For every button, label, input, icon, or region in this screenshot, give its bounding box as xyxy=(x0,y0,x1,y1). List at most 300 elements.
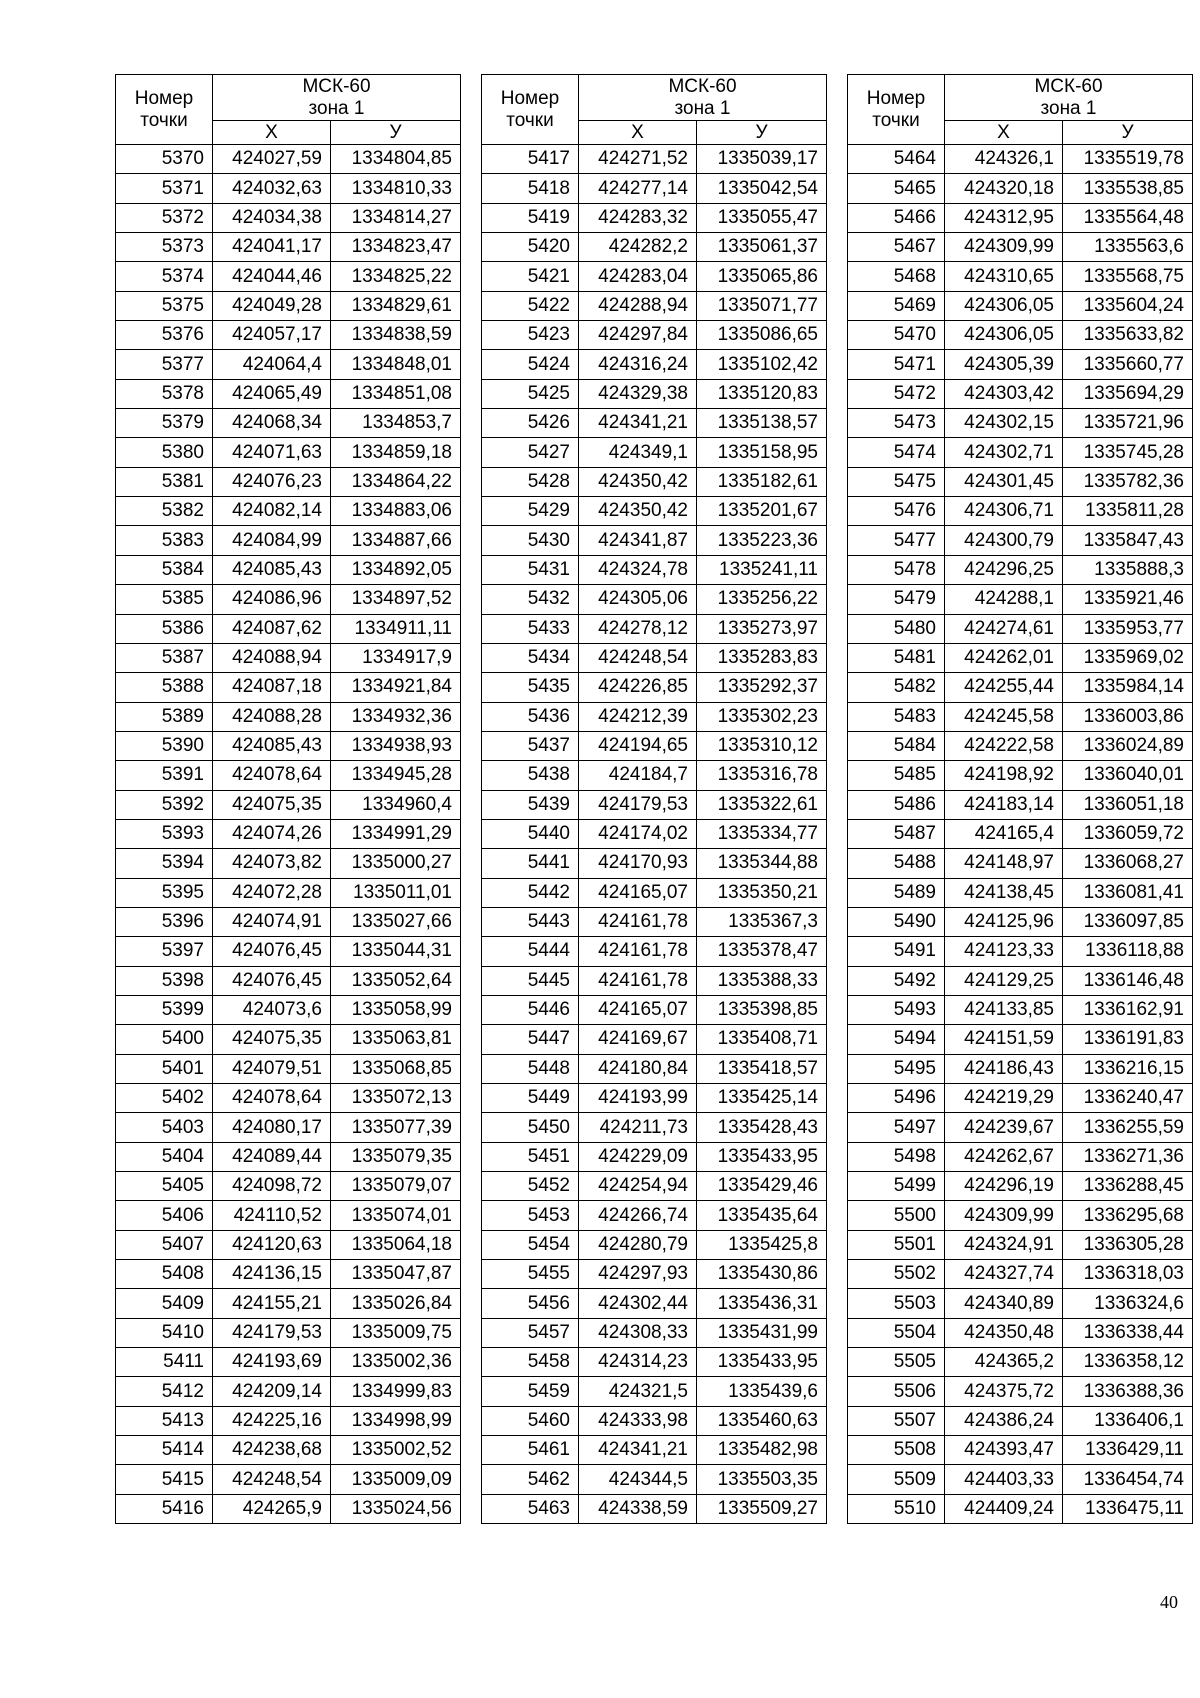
x-coordinate-cell: 424222,58 xyxy=(945,731,1063,760)
x-coordinate-cell: 424409,24 xyxy=(945,1494,1063,1523)
x-coordinate-cell: 424098,72 xyxy=(213,1172,331,1201)
point-number-cell: 5501 xyxy=(848,1230,945,1259)
point-number-cell: 5447 xyxy=(482,1025,579,1054)
y-coordinate-cell: 1335435,64 xyxy=(697,1201,827,1230)
table-row xyxy=(848,497,1193,526)
x-coordinate-cell: 424226,85 xyxy=(579,673,697,702)
table-row xyxy=(116,145,461,174)
point-number-cell: 5503 xyxy=(848,1289,945,1318)
point-number-cell: 5494 xyxy=(848,1025,945,1054)
table-row xyxy=(482,614,827,643)
x-coordinate-cell: 424165,07 xyxy=(579,878,697,907)
point-number-cell: 5374 xyxy=(116,262,213,291)
table-row xyxy=(848,995,1193,1024)
point-number-cell: 5485 xyxy=(848,761,945,790)
table-row xyxy=(482,1406,827,1435)
table-row xyxy=(116,1260,461,1289)
y-coordinate-cell: 1335503,35 xyxy=(697,1465,827,1494)
zone-label: зона 1 xyxy=(674,97,731,119)
y-coordinate-cell: 1335241,11 xyxy=(697,555,827,584)
point-number-cell: 5394 xyxy=(116,849,213,878)
table-row xyxy=(482,585,827,614)
y-coordinate-cell: 1336271,36 xyxy=(1063,1142,1193,1171)
x-coordinate-cell: 424326,1 xyxy=(945,145,1063,174)
x-coordinate-cell: 424161,78 xyxy=(579,937,697,966)
x-coordinate-cell: 424274,61 xyxy=(945,614,1063,643)
point-number-cell: 5439 xyxy=(482,790,579,819)
point-number-cell: 5490 xyxy=(848,907,945,936)
y-coordinate-cell: 1334938,93 xyxy=(331,731,461,760)
table-row xyxy=(482,643,827,672)
table-row xyxy=(848,1348,1193,1377)
x-coordinate-cell: 424169,67 xyxy=(579,1025,697,1054)
table-row xyxy=(116,438,461,467)
y-coordinate-cell: 1335011,01 xyxy=(331,878,461,907)
point-number-cell: 5412 xyxy=(116,1377,213,1406)
x-coordinate-cell: 424300,79 xyxy=(945,526,1063,555)
y-coordinate-cell: 1335024,56 xyxy=(331,1494,461,1523)
point-number-cell: 5426 xyxy=(482,409,579,438)
table-row xyxy=(848,702,1193,731)
y-coordinate-cell: 1335694,29 xyxy=(1063,379,1193,408)
y-coordinate-cell: 1335158,95 xyxy=(697,438,827,467)
table-row xyxy=(848,673,1193,702)
x-coordinate-cell: 424078,64 xyxy=(213,1084,331,1113)
table-row xyxy=(482,1084,827,1113)
y-coordinate-cell: 1335460,63 xyxy=(697,1406,827,1435)
x-coordinate-cell: 424133,85 xyxy=(945,995,1063,1024)
x-coordinate-cell: 424194,65 xyxy=(579,731,697,760)
y-coordinate-cell: 1335433,95 xyxy=(697,1142,827,1171)
y-coordinate-cell: 1335563,6 xyxy=(1063,233,1193,262)
x-coordinate-cell: 424138,45 xyxy=(945,878,1063,907)
table-row xyxy=(848,1406,1193,1435)
y-coordinate-cell: 1336429,11 xyxy=(1063,1436,1193,1465)
point-number-cell: 5471 xyxy=(848,350,945,379)
y-coordinate-cell: 1335921,46 xyxy=(1063,585,1193,614)
x-coordinate-cell: 424179,53 xyxy=(213,1318,331,1347)
point-number-cell: 5484 xyxy=(848,731,945,760)
point-number-cell: 5446 xyxy=(482,995,579,1024)
table-row xyxy=(482,1230,827,1259)
x-coordinate-cell: 424049,28 xyxy=(213,291,331,320)
x-coordinate-cell: 424333,98 xyxy=(579,1406,697,1435)
point-number-cell: 5387 xyxy=(116,643,213,672)
point-number-cell: 5411 xyxy=(116,1348,213,1377)
point-number-cell: 5392 xyxy=(116,790,213,819)
table-row xyxy=(848,1084,1193,1113)
y-coordinate-cell: 1334917,9 xyxy=(331,643,461,672)
point-number-cell: 5459 xyxy=(482,1377,579,1406)
y-coordinate-cell: 1334859,18 xyxy=(331,438,461,467)
y-coordinate-cell: 1335042,54 xyxy=(697,174,827,203)
table-row xyxy=(848,731,1193,760)
table-row xyxy=(848,819,1193,848)
table-row xyxy=(848,1318,1193,1347)
x-coordinate-cell: 424034,38 xyxy=(213,203,331,232)
table-row xyxy=(482,1260,827,1289)
table-row xyxy=(116,321,461,350)
table-row xyxy=(116,409,461,438)
point-number-cell: 5373 xyxy=(116,233,213,262)
x-coordinate-cell: 424184,7 xyxy=(579,761,697,790)
table-row xyxy=(116,790,461,819)
table-row xyxy=(482,995,827,1024)
y-coordinate-cell: 1335055,47 xyxy=(697,203,827,232)
x-coordinate-cell: 424076,45 xyxy=(213,966,331,995)
y-coordinate-cell: 1335061,37 xyxy=(697,233,827,262)
table-row xyxy=(482,966,827,995)
system-label: МСК-60 xyxy=(668,75,737,97)
x-coordinate-cell: 424302,44 xyxy=(579,1289,697,1318)
y-coordinate-cell: 1335439,6 xyxy=(697,1377,827,1406)
x-coordinate-cell: 424125,96 xyxy=(945,907,1063,936)
x-coordinate-cell: 424262,67 xyxy=(945,1142,1063,1171)
x-coordinate-cell: 424327,74 xyxy=(945,1260,1063,1289)
table-row xyxy=(116,643,461,672)
point-number-cell: 5478 xyxy=(848,555,945,584)
x-coordinate-cell: 424341,87 xyxy=(579,526,697,555)
x-coordinate-cell: 424068,34 xyxy=(213,409,331,438)
point-number-cell: 5423 xyxy=(482,321,579,350)
y-coordinate-cell: 1334887,66 xyxy=(331,526,461,555)
y-coordinate-cell: 1335847,43 xyxy=(1063,526,1193,555)
x-coordinate-cell: 424282,2 xyxy=(579,233,697,262)
table-row xyxy=(848,1054,1193,1083)
x-coordinate-cell: 424302,15 xyxy=(945,409,1063,438)
point-number-cell: 5443 xyxy=(482,907,579,936)
table-row xyxy=(116,291,461,320)
x-coordinate-cell: 424341,21 xyxy=(579,1436,697,1465)
table-row xyxy=(482,790,827,819)
y-coordinate-cell: 1334814,27 xyxy=(331,203,461,232)
y-coordinate-cell: 1335064,18 xyxy=(331,1230,461,1259)
y-coordinate-cell: 1335425,8 xyxy=(697,1230,827,1259)
y-coordinate-cell: 1335984,14 xyxy=(1063,673,1193,702)
table-row xyxy=(848,233,1193,262)
table-row xyxy=(116,614,461,643)
x-coordinate-cell: 424297,84 xyxy=(579,321,697,350)
y-coordinate-cell: 1335292,37 xyxy=(697,673,827,702)
x-coordinate-cell: 424074,26 xyxy=(213,819,331,848)
y-coordinate-cell: 1335568,75 xyxy=(1063,262,1193,291)
point-number-cell: 5474 xyxy=(848,438,945,467)
point-number-cell: 5414 xyxy=(116,1436,213,1465)
y-coordinate-cell: 1336040,01 xyxy=(1063,761,1193,790)
table-row xyxy=(848,761,1193,790)
y-header: У xyxy=(331,121,461,145)
y-coordinate-cell: 1336406,1 xyxy=(1063,1406,1193,1435)
y-coordinate-cell: 1334999,83 xyxy=(331,1377,461,1406)
x-coordinate-cell: 424266,74 xyxy=(579,1201,697,1230)
table-row xyxy=(116,233,461,262)
table-row xyxy=(116,497,461,526)
y-coordinate-cell: 1335063,81 xyxy=(331,1025,461,1054)
point-number-cell: 5407 xyxy=(116,1230,213,1259)
x-coordinate-cell: 424403,33 xyxy=(945,1465,1063,1494)
y-coordinate-cell: 1335283,83 xyxy=(697,643,827,672)
point-number-cell: 5437 xyxy=(482,731,579,760)
table-row xyxy=(116,1025,461,1054)
table-row xyxy=(482,1436,827,1465)
y-coordinate-cell: 1335660,77 xyxy=(1063,350,1193,379)
table-row xyxy=(848,937,1193,966)
table-row xyxy=(482,291,827,320)
x-coordinate-cell: 424305,39 xyxy=(945,350,1063,379)
table-row xyxy=(848,262,1193,291)
y-coordinate-cell: 1334829,61 xyxy=(331,291,461,320)
point-number-cell: 5433 xyxy=(482,614,579,643)
table-row xyxy=(482,174,827,203)
point-number-cell: 5409 xyxy=(116,1289,213,1318)
point-number-cell: 5442 xyxy=(482,878,579,907)
y-coordinate-cell: 1335378,47 xyxy=(697,937,827,966)
point-number-cell: 5493 xyxy=(848,995,945,1024)
x-coordinate-cell: 424073,82 xyxy=(213,849,331,878)
y-coordinate-cell: 1335026,84 xyxy=(331,1289,461,1318)
y-coordinate-cell: 1335065,86 xyxy=(697,262,827,291)
table-row xyxy=(116,350,461,379)
x-coordinate-cell: 424165,4 xyxy=(945,819,1063,848)
x-coordinate-cell: 424239,67 xyxy=(945,1113,1063,1142)
table-body xyxy=(482,145,827,1524)
x-coordinate-cell: 424254,94 xyxy=(579,1172,697,1201)
x-coordinate-cell: 424393,47 xyxy=(945,1436,1063,1465)
table-row xyxy=(848,1436,1193,1465)
x-coordinate-cell: 424087,62 xyxy=(213,614,331,643)
table-row xyxy=(482,497,827,526)
y-coordinate-cell: 1335201,67 xyxy=(697,497,827,526)
point-number-header: Номер точки xyxy=(482,75,579,145)
table-row xyxy=(482,145,827,174)
y-coordinate-cell: 1334892,05 xyxy=(331,555,461,584)
y-coordinate-cell: 1335408,71 xyxy=(697,1025,827,1054)
table-row xyxy=(116,1318,461,1347)
table-row xyxy=(848,1494,1193,1523)
point-number-cell: 5422 xyxy=(482,291,579,320)
coordinate-system-header xyxy=(945,75,1193,121)
table-row xyxy=(848,1201,1193,1230)
point-number-cell: 5410 xyxy=(116,1318,213,1347)
point-number-cell: 5492 xyxy=(848,966,945,995)
table-row xyxy=(116,379,461,408)
x-coordinate-cell: 424288,1 xyxy=(945,585,1063,614)
y-coordinate-cell: 1335431,99 xyxy=(697,1318,827,1347)
point-number-cell: 5451 xyxy=(482,1142,579,1171)
table-row xyxy=(116,1494,461,1523)
point-number-cell: 5476 xyxy=(848,497,945,526)
table-row xyxy=(116,262,461,291)
table-row xyxy=(116,1377,461,1406)
point-number-header: Номер точки xyxy=(116,75,213,145)
point-number-cell: 5499 xyxy=(848,1172,945,1201)
table-row xyxy=(482,673,827,702)
x-coordinate-cell: 424324,78 xyxy=(579,555,697,584)
table-row xyxy=(116,1230,461,1259)
table-row xyxy=(848,878,1193,907)
point-number-cell: 5498 xyxy=(848,1142,945,1171)
point-number-cell: 5441 xyxy=(482,849,579,878)
table-row xyxy=(116,1084,461,1113)
y-coordinate-cell: 1335068,85 xyxy=(331,1054,461,1083)
x-coordinate-cell: 424306,05 xyxy=(945,291,1063,320)
x-coordinate-cell: 424155,21 xyxy=(213,1289,331,1318)
x-coordinate-cell: 424297,93 xyxy=(579,1260,697,1289)
table-row xyxy=(848,555,1193,584)
table-row xyxy=(116,761,461,790)
y-coordinate-cell: 1336318,03 xyxy=(1063,1260,1193,1289)
table-row xyxy=(482,467,827,496)
point-number-cell: 5399 xyxy=(116,995,213,1024)
point-number-cell: 5395 xyxy=(116,878,213,907)
table-row xyxy=(482,1113,827,1142)
point-number-cell: 5483 xyxy=(848,702,945,731)
x-coordinate-cell: 424350,42 xyxy=(579,497,697,526)
x-header: X xyxy=(945,121,1063,145)
y-coordinate-cell: 1334991,29 xyxy=(331,819,461,848)
point-number-cell: 5496 xyxy=(848,1084,945,1113)
point-number-cell: 5393 xyxy=(116,819,213,848)
x-coordinate-cell: 424075,35 xyxy=(213,1025,331,1054)
x-coordinate-cell: 424082,14 xyxy=(213,497,331,526)
point-number-cell: 5415 xyxy=(116,1465,213,1494)
y-coordinate-cell: 1335509,27 xyxy=(697,1494,827,1523)
table-row xyxy=(848,1465,1193,1494)
point-number-cell: 5434 xyxy=(482,643,579,672)
table-row xyxy=(116,702,461,731)
point-number-cell: 5427 xyxy=(482,438,579,467)
y-coordinate-cell: 1335418,57 xyxy=(697,1054,827,1083)
table-row xyxy=(482,350,827,379)
point-number-cell: 5456 xyxy=(482,1289,579,1318)
table-row xyxy=(848,1113,1193,1142)
point-number-cell: 5380 xyxy=(116,438,213,467)
point-number-cell: 5432 xyxy=(482,585,579,614)
table-row xyxy=(116,203,461,232)
y-coordinate-cell: 1335223,36 xyxy=(697,526,827,555)
table-row xyxy=(116,1289,461,1318)
point-number-cell: 5455 xyxy=(482,1260,579,1289)
point-number-cell: 5453 xyxy=(482,1201,579,1230)
point-number-cell: 5420 xyxy=(482,233,579,262)
table-row xyxy=(116,673,461,702)
table-row xyxy=(116,1201,461,1230)
table-row xyxy=(116,819,461,848)
point-number-cell: 5500 xyxy=(848,1201,945,1230)
table-row xyxy=(848,174,1193,203)
x-coordinate-cell: 424074,91 xyxy=(213,907,331,936)
coordinate-tables xyxy=(0,74,1200,1574)
y-coordinate-cell: 1336475,11 xyxy=(1063,1494,1193,1523)
point-number-cell: 5404 xyxy=(116,1142,213,1171)
point-number-cell: 5381 xyxy=(116,467,213,496)
point-number-cell: 5472 xyxy=(848,379,945,408)
x-coordinate-cell: 424076,23 xyxy=(213,467,331,496)
point-number-cell: 5462 xyxy=(482,1465,579,1494)
y-coordinate-cell: 1335077,39 xyxy=(331,1113,461,1142)
x-coordinate-cell: 424375,72 xyxy=(945,1377,1063,1406)
table-row xyxy=(848,1260,1193,1289)
point-number-cell: 5413 xyxy=(116,1406,213,1435)
point-number-cell: 5479 xyxy=(848,585,945,614)
table-row xyxy=(116,1113,461,1142)
x-coordinate-cell: 424076,45 xyxy=(213,937,331,966)
table-row xyxy=(482,262,827,291)
y-coordinate-cell: 1336388,36 xyxy=(1063,1377,1193,1406)
y-coordinate-cell: 1335344,88 xyxy=(697,849,827,878)
x-coordinate-cell: 424296,19 xyxy=(945,1172,1063,1201)
y-coordinate-cell: 1336162,91 xyxy=(1063,995,1193,1024)
point-number-cell: 5488 xyxy=(848,849,945,878)
point-number-cell: 5468 xyxy=(848,262,945,291)
point-number-cell: 5384 xyxy=(116,555,213,584)
y-coordinate-cell: 1334838,59 xyxy=(331,321,461,350)
y-coordinate-cell: 1335052,64 xyxy=(331,966,461,995)
point-number-cell: 5401 xyxy=(116,1054,213,1083)
y-coordinate-cell: 1335322,61 xyxy=(697,790,827,819)
y-coordinate-cell: 1335071,77 xyxy=(697,291,827,320)
x-coordinate-cell: 424350,42 xyxy=(579,467,697,496)
point-number-cell: 5464 xyxy=(848,145,945,174)
x-coordinate-cell: 424174,02 xyxy=(579,819,697,848)
y-coordinate-cell: 1336255,59 xyxy=(1063,1113,1193,1142)
point-number-cell: 5396 xyxy=(116,907,213,936)
x-coordinate-cell: 424306,05 xyxy=(945,321,1063,350)
point-number-cell: 5424 xyxy=(482,350,579,379)
point-number-cell: 5491 xyxy=(848,937,945,966)
table-row xyxy=(482,849,827,878)
x-coordinate-cell: 424283,32 xyxy=(579,203,697,232)
table-row xyxy=(116,907,461,936)
table-row xyxy=(482,1494,827,1523)
x-coordinate-cell: 424041,17 xyxy=(213,233,331,262)
table-row xyxy=(482,1377,827,1406)
x-coordinate-cell: 424072,28 xyxy=(213,878,331,907)
table-row xyxy=(116,966,461,995)
point-number-cell: 5445 xyxy=(482,966,579,995)
table-row xyxy=(848,145,1193,174)
y-coordinate-cell: 1335953,77 xyxy=(1063,614,1193,643)
point-number-cell: 5431 xyxy=(482,555,579,584)
x-coordinate-cell: 424262,01 xyxy=(945,643,1063,672)
x-coordinate-cell: 424161,78 xyxy=(579,966,697,995)
point-number-cell: 5509 xyxy=(848,1465,945,1494)
x-coordinate-cell: 424305,06 xyxy=(579,585,697,614)
y-coordinate-cell: 1335519,78 xyxy=(1063,145,1193,174)
point-number-cell: 5481 xyxy=(848,643,945,672)
table-row xyxy=(482,937,827,966)
zone-label: зона 1 xyxy=(1040,97,1097,119)
table-row xyxy=(848,907,1193,936)
y-coordinate-cell: 1334810,33 xyxy=(331,174,461,203)
y-coordinate-cell: 1335256,22 xyxy=(697,585,827,614)
point-number-header: Номер точки xyxy=(848,75,945,145)
x-coordinate-cell: 424044,46 xyxy=(213,262,331,291)
table-row xyxy=(116,1436,461,1465)
point-number-cell: 5405 xyxy=(116,1172,213,1201)
x-coordinate-cell: 424308,33 xyxy=(579,1318,697,1347)
y-coordinate-cell: 1334921,84 xyxy=(331,673,461,702)
point-number-cell: 5465 xyxy=(848,174,945,203)
point-number-cell: 5506 xyxy=(848,1377,945,1406)
table-row xyxy=(482,203,827,232)
x-coordinate-cell: 424309,99 xyxy=(945,1201,1063,1230)
table-row xyxy=(848,438,1193,467)
y-coordinate-cell: 1335316,78 xyxy=(697,761,827,790)
x-coordinate-cell: 424350,48 xyxy=(945,1318,1063,1347)
table-row xyxy=(116,995,461,1024)
x-coordinate-cell: 424324,91 xyxy=(945,1230,1063,1259)
